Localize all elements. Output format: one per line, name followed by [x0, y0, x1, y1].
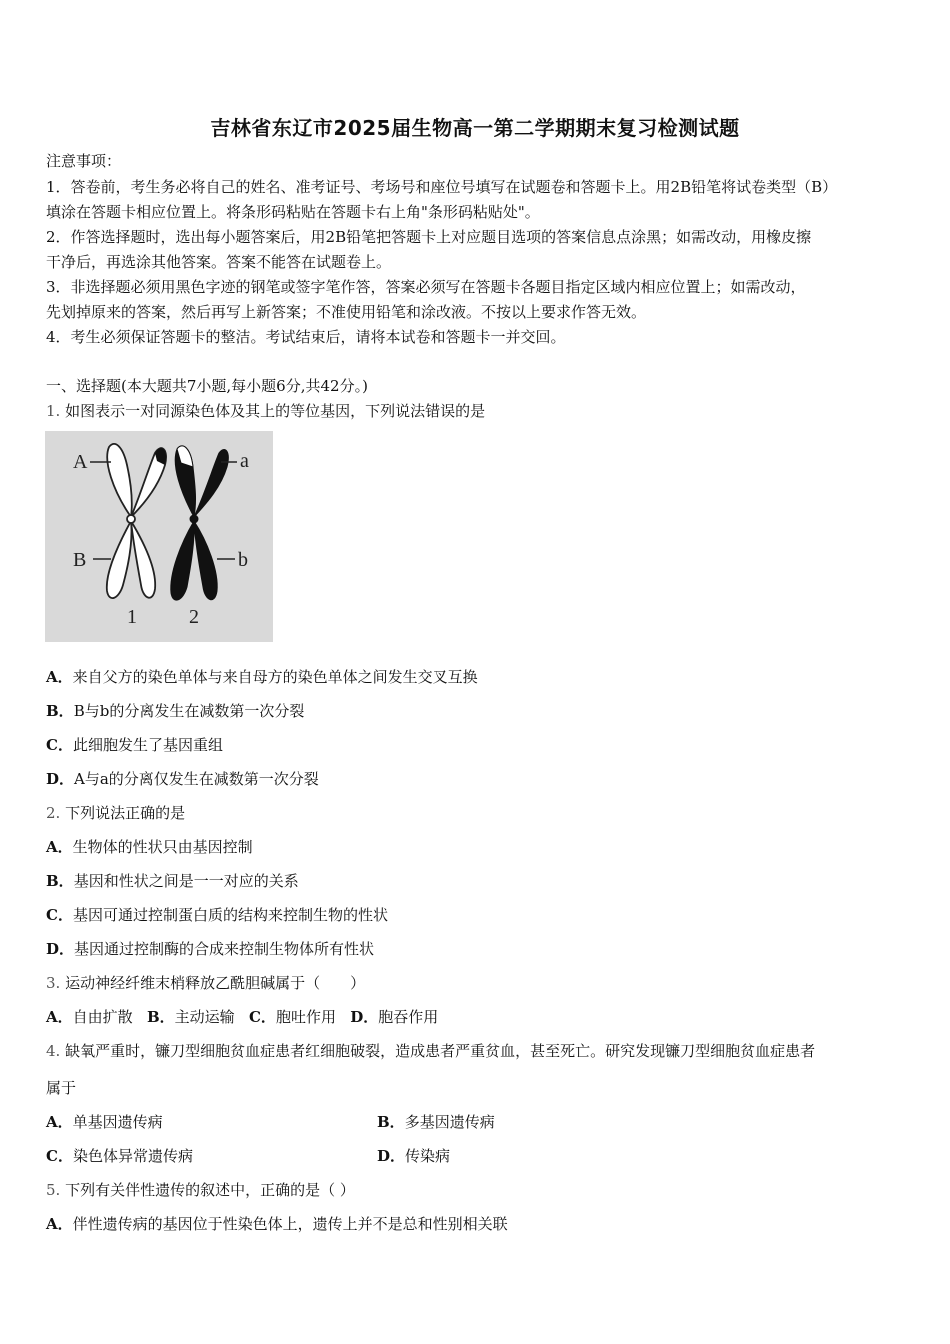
option-label: C． [46, 736, 73, 754]
option-text: 此细胞发生了基因重组 [72, 736, 223, 754]
option-text: 单基因遗传病 [72, 1113, 163, 1131]
option[interactable] [46, 939, 908, 959]
question-number: 3. [46, 974, 61, 992]
notice-line: 2．作答选择题时，选出每小题答案后，用2B铅笔把答题卡上对应题目选项的答案信息点涂黑；如需改动，用橡皮擦 [46, 228, 812, 246]
option[interactable] [249, 1008, 336, 1026]
option[interactable] [377, 1112, 877, 1132]
option[interactable] [46, 769, 908, 789]
option[interactable] [46, 701, 908, 721]
chromosome-number-2: 2 [189, 606, 199, 628]
option[interactable] [350, 1008, 438, 1026]
option[interactable] [46, 1008, 133, 1026]
notice-line: 3．非选择题必须用黑色字迹的钢笔或签字笔作答，答案必须写在答题卡各题目指定区域内相应位置上；如需改动， [46, 278, 806, 296]
option-label: A． [46, 1113, 73, 1131]
question-4-stem [46, 1041, 908, 1061]
question-4-stem-continued: 属于 [46, 1079, 77, 1097]
option-text: 基因和性状之间是一一对应的关系 [73, 872, 299, 890]
question-text: 如图表示一对同源染色体及其上的等位基因，下列说法错误的是 [65, 402, 486, 420]
option-text: A与a的分离仅发生在减数第一次分裂 [74, 770, 319, 788]
question-number: 5. [46, 1181, 61, 1199]
option-label: B． [46, 702, 74, 720]
question-1-stem [46, 401, 908, 421]
option-text: 来自父方的染色单体与来自母方的染色单体之间发生交叉互换 [72, 668, 478, 686]
question-2-stem [46, 803, 908, 823]
option-label: D． [46, 940, 75, 958]
option-label: B． [46, 872, 74, 890]
option-text: 基因可通过控制蛋白质的结构来控制生物的性状 [72, 906, 388, 924]
option[interactable] [46, 871, 908, 891]
chromosome-2 [171, 446, 229, 600]
question-text: 下列有关伴性遗传的叙述中，正确的是（ ） [65, 1181, 355, 1199]
gene-label-A: A [73, 451, 88, 473]
option[interactable] [46, 1214, 908, 1234]
option-text: 胞吐作用 [275, 1008, 336, 1026]
question-text: 下列说法正确的是 [65, 804, 186, 822]
notice-line: 干净后，再选涂其他答案。答案不能答在试题卷上。 [46, 253, 392, 271]
option-text: 自由扩散 [72, 1008, 133, 1026]
gene-label-b: b [238, 549, 248, 571]
option-label: D． [377, 1147, 406, 1165]
question-text: 缺氧严重时，镰刀型细胞贫血症患者红细胞破裂，造成患者严重贫血，甚至死亡。研究发现镰刀型细胞贫血症患者 [65, 1042, 816, 1060]
option-label: A． [46, 1008, 73, 1026]
question-number: 2. [46, 804, 61, 822]
option[interactable] [377, 1146, 877, 1166]
page-title: 吉林省东辽市2025届生物高一第二学期期末复习检测试题 [210, 116, 740, 140]
option[interactable] [147, 1008, 235, 1026]
option-label: A． [46, 668, 73, 686]
option-label: C． [248, 1008, 276, 1026]
chromosome-1 [107, 444, 166, 598]
question-5-stem [46, 1180, 908, 1200]
option-text: 多基因遗传病 [404, 1113, 495, 1131]
option-text: 生物体的性状只由基因控制 [72, 838, 253, 856]
option[interactable] [46, 667, 908, 687]
gene-label-a: a [240, 450, 249, 472]
option-text: 染色体异常遗传病 [72, 1147, 193, 1165]
question-text: 运动神经纤维末梢释放乙酰胆碱属于（ ） [65, 974, 366, 992]
option-text: 胞吞作用 [378, 1008, 439, 1026]
option-text: B与b的分离发生在减数第一次分裂 [73, 702, 305, 720]
option[interactable] [46, 735, 908, 755]
question-3-stem [46, 973, 908, 993]
gene-label-B: B [73, 549, 87, 571]
notice-line: 先划掉原来的答案，然后再写上新答案；不准使用铅笔和涂改液。不按以上要求作答无效。 [46, 303, 647, 321]
option-text: 主动运输 [174, 1008, 235, 1026]
option-label: B． [377, 1113, 405, 1131]
notice-line: 填涂在答题卡相应位置上。将条形码粘贴在答题卡右上角"条形码粘贴处"。 [46, 203, 540, 221]
inline-options [46, 1007, 908, 1027]
section-heading: 一、选择题(本大题共7小题,每小题6分,共42分。) [46, 377, 368, 395]
notice-line: 1．答卷前，考生务必将自己的姓名、准考证号、考场号和座位号填写在试题卷和答题卡上。用2B铅笔将试卷类型（B） [46, 178, 838, 196]
option[interactable] [46, 905, 908, 925]
option[interactable] [46, 837, 908, 857]
option-label: B． [146, 1008, 175, 1026]
option-label: A． [46, 838, 73, 856]
option-label: C． [46, 1147, 73, 1165]
question-number: 4. [46, 1042, 61, 1060]
chromosome-number-1: 1 [127, 606, 137, 628]
notice-line: 4．考生必须保证答题卡的整洁。考试结束后，请将本试卷和答题卡一并交回。 [46, 328, 566, 346]
notice-heading: 注意事项： [46, 152, 122, 170]
option-text: 伴性遗传病的基因位于性染色体上，遗传上并不是总和性别相关联 [72, 1215, 508, 1233]
option-text: 传染病 [405, 1147, 451, 1165]
option-label: D． [350, 1008, 379, 1026]
question-number: 1. [46, 402, 61, 420]
chromosome-diagram [45, 431, 273, 642]
option-label: D． [46, 770, 75, 788]
option-label: C． [46, 906, 73, 924]
option-text: 基因通过控制酶的合成来控制生物体所有性状 [74, 940, 375, 958]
chromosome-figure [45, 431, 273, 642]
option-label: A． [46, 1215, 73, 1233]
